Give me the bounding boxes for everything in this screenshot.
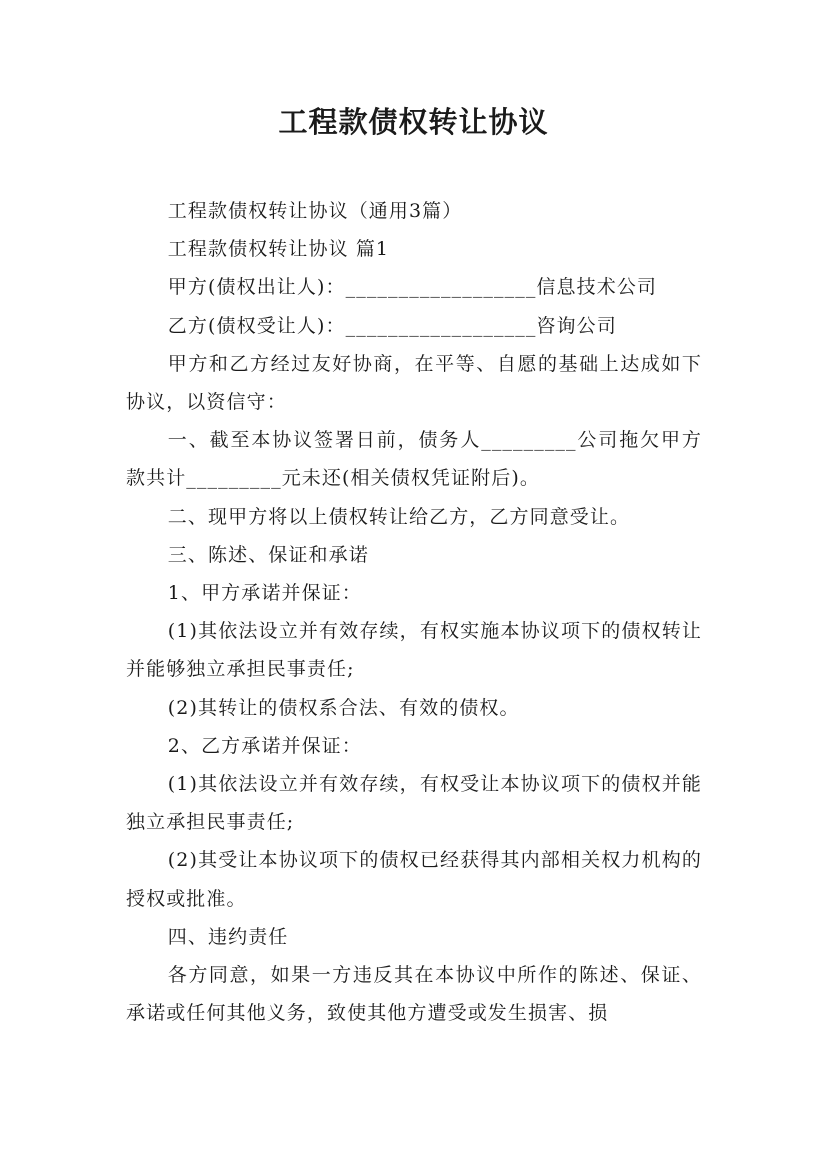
paragraph-party-a-item-2: (2)其转让的债权系合法、有效的债权。 <box>167 696 520 719</box>
paragraph-collection-title: 工程款债权转让协议（通用3篇） <box>167 200 463 222</box>
paragraph-clause-2: 二、现甲方将以上债权转让给乙方，乙方同意受让。 <box>167 505 631 528</box>
paragraph-clause-4-heading: 四、违约责任 <box>167 925 289 948</box>
paragraph-party-b-item-1: (1)其依法设立并有效存续，有权受让本协议项下的债权并能独立承担民事责任; <box>126 773 702 834</box>
paragraph-party-a: 甲方(债权出让人)：__________________信息技术公司 <box>167 276 658 299</box>
paragraph-party-b-promise: 2、乙方承诺并保证： <box>167 734 362 757</box>
paragraph-party-a-promise: 1、甲方承诺并保证： <box>167 582 362 605</box>
paragraph-party-a-item-1: (1)其依法设立并有效存续，有权实施本协议项下的债权转让并能够独立承担民事责任; <box>126 620 702 681</box>
document-title: 工程款债权转让协议 <box>278 105 549 139</box>
paragraph-preamble: 甲方和乙方经过友好协商，在平等、自愿的基础上达成如下协议，以资信守： <box>126 352 702 414</box>
paragraph-party-b-item-2: (2)其受让本协议项下的债权已经获得其内部相关权力机构的授权或批准。 <box>126 849 702 910</box>
paragraph-liability: 各方同意，如果一方违反其在本协议中所作的陈述、保证、承诺或任何其他义务，致使其他方遭受或发生损害、损 <box>126 964 702 1025</box>
paragraph-chapter-heading: 工程款债权转让协议 篇1 <box>167 238 390 261</box>
paragraph-clause-1: 一、截至本协议签署日前，债务人_________公司拖欠甲方款共计_________元未还(相关债权凭证附后)。 <box>126 429 702 490</box>
paragraph-party-b: 乙方(债权受让人)：__________________咨询公司 <box>167 314 617 337</box>
document-body <box>126 192 702 1032</box>
paragraph-clause-3-heading: 三、陈述、保证和承诺 <box>167 543 369 566</box>
